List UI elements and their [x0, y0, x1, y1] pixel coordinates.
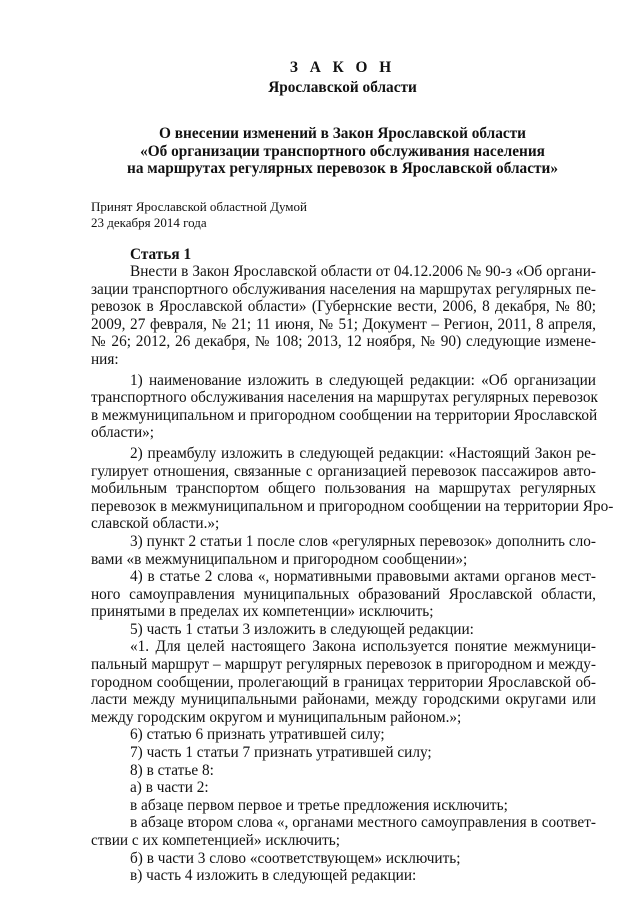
body-line: между городским округом и муниципальным районом.»;: [91, 708, 462, 726]
body-line: «1. Для целей настоящего Закона используется понятие межмуници-: [130, 638, 596, 656]
body-line: вами «в межмуниципальном и пригородном сообщении»;: [91, 550, 468, 568]
body-line: ревозок в Ярославской области» (Губернские вести, 2006, 8 декабря, № 80;: [91, 298, 596, 316]
body-line: ствии с их компетенцией» исключить;: [91, 832, 340, 849]
body-line: 2) преамбулу изложить в следующей редакции: «Настоящий Закон ре-: [130, 444, 596, 462]
body-line: зации транспортного обслуживания населения на маршрутах регулярных пе-: [91, 280, 596, 298]
body-line: 5) часть 1 статьи 3 изложить в следующей редакции:: [130, 620, 474, 638]
body-line: № 26; 2012, 26 декабря, № 108; 2013, 12 ноября, № 90) следующие измене-: [91, 333, 596, 351]
adoption-note: [91, 199, 307, 230]
body-line: 8) в статье 8:: [130, 761, 214, 779]
body-line: гулирует отношения, связанные с организацией перевозок пассажиров авто-: [91, 462, 596, 480]
law-type-heading: З А К О Н: [289, 59, 396, 76]
adoption-body: Принят Ярославской областной Думой: [91, 199, 307, 214]
body-line: в межмуниципальном и пригородном сообщении на территории Ярославской: [91, 406, 598, 424]
body-line: 3) пункт 2 статьи 1 после слов «регулярных перевозок» дополнить сло-: [130, 532, 596, 550]
body-line: перевозок в межмуниципальном и пригородном сообщении на территории Яро-: [91, 497, 614, 515]
body-line: 7) часть 1 статьи 7 признать утратившей силу;: [130, 744, 432, 762]
body-line: в абзаце первом первое и третье предложения исключить;: [130, 796, 508, 814]
body-line: 1) наименование изложить в следующей редакции: «Об организации: [130, 371, 596, 389]
body-line: 6) статью 6 признать утратившей силу;: [130, 726, 385, 744]
body-line: Внести в Закон Ярославской области от 04.12.2006 № 90-з «Об органи-: [130, 263, 596, 280]
body-line: славской области.»;: [91, 515, 220, 533]
body-line: 2009, 27 февраля, № 21; 11 июня, № 51; Документ – Регион, 2011, 8 апреля,: [91, 315, 596, 333]
body-line: в) часть 4 изложить в следующей редакции:: [130, 867, 417, 885]
body-line: пальный маршрут – маршрут регулярных перевозок в пригородном и между-: [91, 656, 596, 674]
adoption-date: 23 декабря 2014 года: [91, 214, 207, 230]
body-line: в абзаце втором слова «, органами местного самоуправления в соответ-: [130, 814, 596, 832]
body-line: ласти между муниципальными районами, между городскими округами или: [91, 691, 596, 709]
document-title: [90, 125, 595, 178]
body-line: городном сообщении, пролегающий в границах территории Ярославской об-: [91, 673, 596, 691]
body-line: ния:: [91, 350, 119, 368]
body-line: ного самоуправления муниципальных образований Ярославской области,: [91, 585, 596, 603]
body-line: принятыми в пределах их компетенции» исключить;: [91, 603, 434, 621]
document-title-line: на маршрутах регулярных перевозок в Ярославской области»: [127, 160, 558, 177]
article-heading: Статья 1: [130, 246, 192, 263]
body-line: а) в части 2:: [130, 779, 209, 797]
body-line: транспортного обслуживания населения на маршрутах регулярных перевозок: [91, 389, 598, 407]
document-title-line: О внесении изменений в Закон Ярославской области: [159, 125, 526, 142]
body-line: б) в части 3 слово «соответствующем» исключить;: [130, 849, 461, 867]
law-region-heading: Ярославской области: [268, 79, 417, 96]
article-body: [91, 263, 614, 885]
body-line: 4) в статье 2 слова «, нормативными правовыми актами органов мест-: [130, 568, 596, 586]
body-line: мобильным транспортом общего пользования на маршрутах регулярных: [91, 480, 596, 498]
body-line: области»;: [91, 424, 155, 442]
document-title-line: «Об организации транспортного обслуживания населения: [140, 142, 545, 160]
